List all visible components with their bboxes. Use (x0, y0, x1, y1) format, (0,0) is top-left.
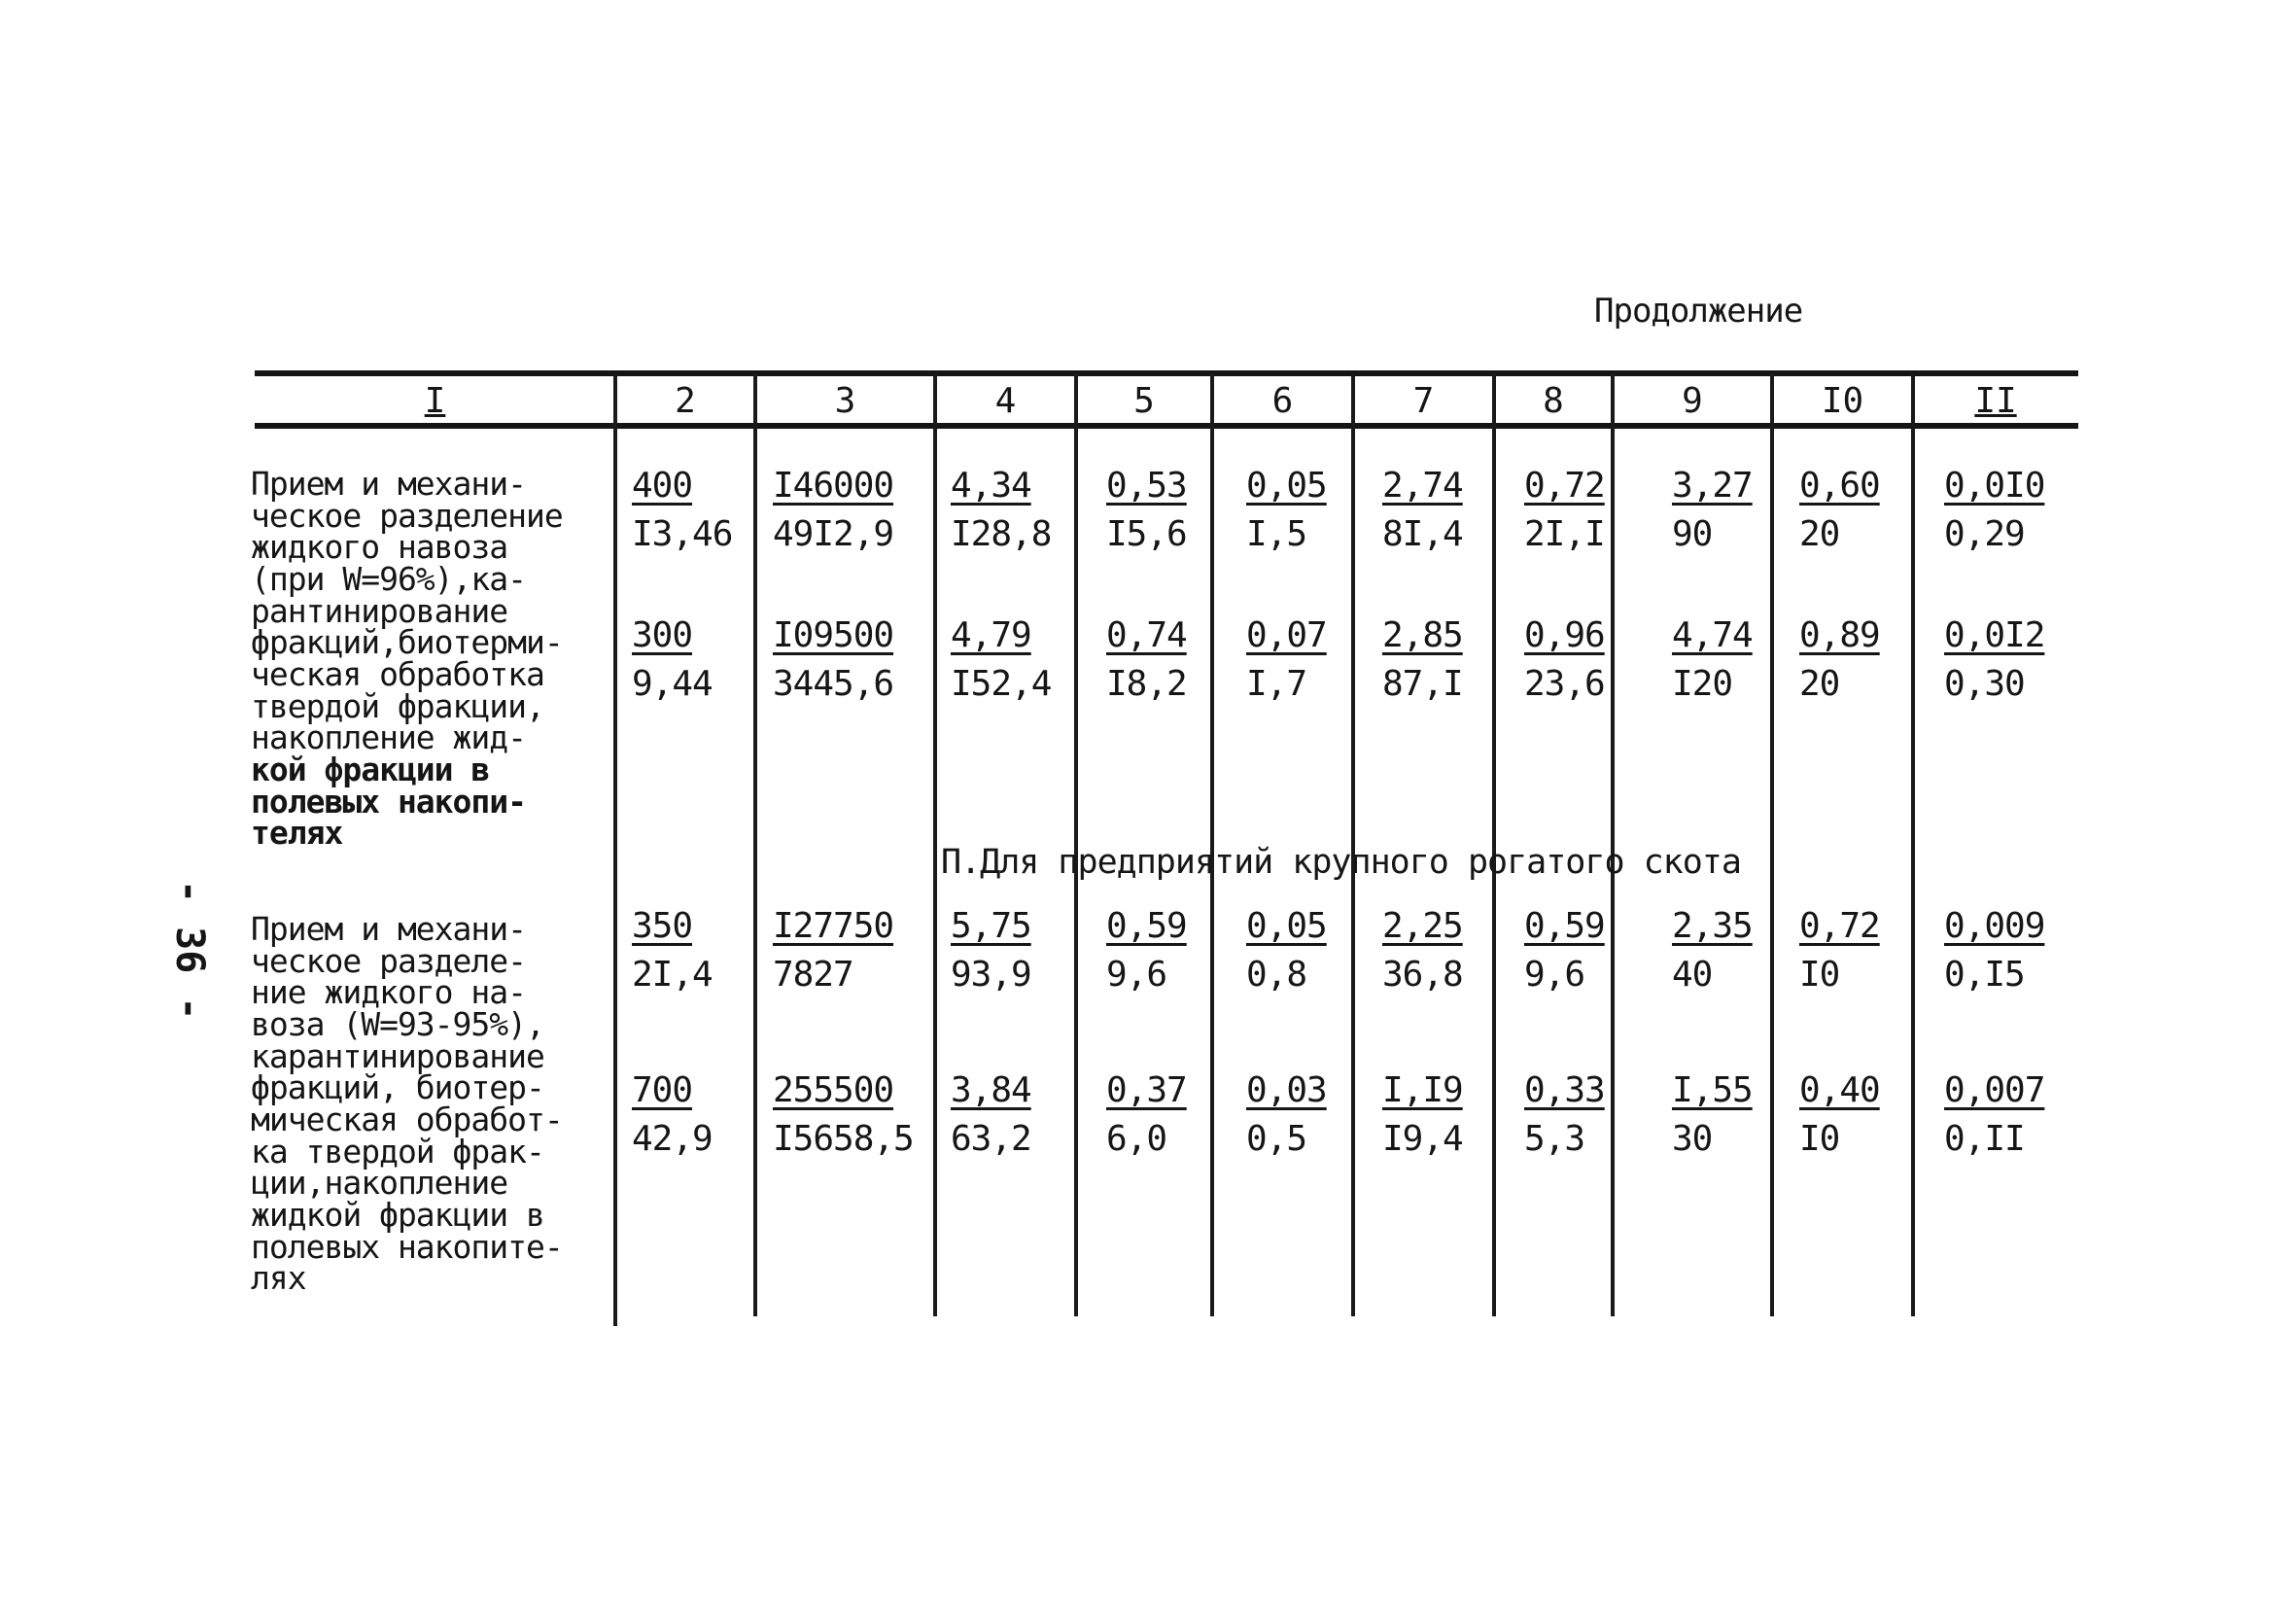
table-cell (951, 466, 1052, 554)
continuation-label: Продолжение (1594, 292, 1803, 331)
row-label-line: фракций, биотер- (251, 1068, 544, 1107)
cell-denominator: 20 (1799, 664, 1840, 704)
cell-denominator: 3445,6 (773, 664, 894, 704)
cell-denominator: I0 (1799, 955, 1840, 995)
table-cell (951, 906, 1031, 995)
table-cell (632, 1070, 713, 1159)
cell-denominator: 40 (1672, 955, 1713, 995)
column-rule (613, 373, 617, 1326)
table-cell (1799, 906, 1880, 995)
table-cell (773, 615, 894, 704)
table-cell (1672, 906, 1753, 995)
table-cell (632, 615, 713, 704)
cell-numerator: 700 (632, 1070, 693, 1110)
row-label-line: ческое разделение (251, 496, 563, 535)
column-header: 4 (994, 381, 1017, 421)
column-rule (1770, 373, 1774, 1316)
cell-numerator: 3,84 (951, 1070, 1031, 1110)
column-rule (753, 373, 757, 1316)
table-cell (1106, 1070, 1187, 1159)
column-header: 9 (1682, 381, 1703, 421)
cell-numerator: 0,74 (1106, 615, 1187, 655)
cell-denominator: 63,2 (951, 1119, 1031, 1159)
table-cell (632, 466, 733, 554)
row-label-line: Прием и механи- (251, 910, 527, 948)
cell-numerator: 4,34 (951, 466, 1031, 506)
cell-denominator: I52,4 (951, 664, 1052, 704)
cell-numerator: 2,25 (1382, 906, 1463, 946)
cell-numerator: 0,59 (1524, 906, 1605, 946)
row-label-line: жидкого навоза (251, 528, 508, 567)
cell-denominator: I9,4 (1382, 1119, 1463, 1159)
cell-denominator: 30 (1672, 1119, 1713, 1159)
cell-denominator: 0,II (1944, 1119, 2025, 1159)
table-cell (1524, 615, 1605, 704)
cell-denominator: 87,I (1382, 664, 1463, 704)
cell-numerator: 0,72 (1524, 466, 1605, 506)
cell-denominator: I,5 (1246, 514, 1307, 554)
row-label-line: ческое разделе- (251, 941, 527, 980)
cell-denominator: I5658,5 (773, 1119, 914, 1159)
column-header: I (424, 381, 446, 421)
table-cell (1524, 906, 1605, 995)
cell-denominator: 0,I5 (1944, 955, 2025, 995)
column-header: 7 (1412, 381, 1435, 421)
cell-denominator: 7827 (773, 955, 853, 995)
cell-numerator: 0,009 (1944, 906, 2045, 946)
cell-numerator: 0,05 (1246, 906, 1327, 946)
row-label-line: фракций,биотерми- (251, 623, 563, 662)
cell-denominator: I8,2 (1106, 664, 1187, 704)
row-label-line: ческая обработка (251, 654, 544, 693)
cell-denominator: 20 (1799, 514, 1840, 554)
cell-numerator: 0,96 (1524, 615, 1605, 655)
column-header: 6 (1271, 381, 1294, 421)
cell-numerator: 400 (632, 466, 693, 506)
row-label-line: мическая обработ- (251, 1100, 563, 1138)
cell-numerator: 0,59 (1106, 906, 1187, 946)
cell-denominator: 2I,4 (632, 955, 713, 995)
column-header: II (1974, 381, 2017, 421)
cell-denominator: 9,44 (632, 664, 713, 704)
cell-numerator: 0,72 (1799, 906, 1880, 946)
cell-numerator: 0,40 (1799, 1070, 1880, 1110)
cell-numerator: 0,0I0 (1944, 466, 2045, 506)
table-cell (1246, 1070, 1327, 1159)
table-cell (951, 615, 1052, 704)
row-label-line: жидкой фракции в (251, 1195, 544, 1234)
cell-denominator: 93,9 (951, 955, 1031, 995)
table-cell (1799, 466, 1880, 554)
cell-numerator: 0,07 (1246, 615, 1327, 655)
page-number: - 36 - (167, 880, 212, 1021)
cell-numerator: 300 (632, 615, 693, 655)
cell-numerator: 0,37 (1106, 1070, 1187, 1110)
cell-denominator: 9,6 (1524, 955, 1585, 995)
cell-numerator: 3,27 (1672, 466, 1753, 506)
column-header: 8 (1543, 381, 1564, 421)
table-cell (1106, 906, 1187, 995)
table-cell (1672, 466, 1753, 554)
table-cell (1799, 1070, 1880, 1159)
cell-numerator: I,I9 (1382, 1070, 1463, 1110)
cell-numerator: 350 (632, 906, 693, 946)
table-cell (1672, 1070, 1753, 1159)
cell-denominator: I28,8 (951, 514, 1052, 554)
row-label-line: Прием и механи- (251, 465, 527, 503)
cell-denominator: 9,6 (1106, 955, 1167, 995)
cell-denominator: 5,3 (1524, 1119, 1585, 1159)
cell-numerator: 0,89 (1799, 615, 1880, 655)
table-cell (1944, 466, 2045, 554)
cell-denominator: I5,6 (1106, 514, 1187, 554)
cell-denominator: 0,29 (1944, 514, 2025, 554)
row-label-block-1 (251, 465, 563, 853)
column-header: 3 (834, 381, 856, 421)
cell-numerator: I46000 (773, 466, 894, 506)
row-label-line: кой фракции в (251, 750, 490, 788)
column-header: I0 (1821, 381, 1864, 421)
table-cell (1944, 906, 2045, 995)
row-label-line: телях (251, 814, 343, 853)
row-label-line: ка твердой фрак- (251, 1132, 544, 1171)
row-label-line: ние жидкого на- (251, 973, 527, 1012)
row-label-line: полевых накопите- (251, 1227, 563, 1266)
table-cell (1799, 615, 1880, 704)
table-cell (1382, 1070, 1463, 1159)
cell-numerator: 0,03 (1246, 1070, 1327, 1110)
row-label-line: ции,накопление (251, 1164, 508, 1203)
cell-numerator: 0,0I2 (1944, 615, 2045, 655)
cell-denominator: I20 (1672, 664, 1733, 704)
section-title: П.Для предприятий крупного рогатого скота (941, 843, 1741, 882)
cell-numerator: 255500 (773, 1070, 894, 1110)
row-label-line: твердой фракции, (251, 686, 544, 725)
table-top-rule (255, 370, 2078, 376)
table-cell (1246, 466, 1327, 554)
table-cell (1672, 615, 1753, 704)
row-label-line: рантинирование (251, 591, 508, 630)
cell-denominator: 8I,4 (1382, 514, 1463, 554)
cell-numerator: 0,007 (1944, 1070, 2045, 1110)
cell-numerator: 0,53 (1106, 466, 1187, 506)
table-cell (1246, 615, 1327, 704)
column-header: 2 (675, 381, 696, 421)
cell-denominator: 6,0 (1106, 1119, 1167, 1159)
row-label-line: (при W=96%),ка- (251, 559, 527, 598)
table-cell (1382, 466, 1463, 554)
table-cell (773, 906, 894, 995)
table-cell (773, 1070, 914, 1159)
table-cell (951, 1070, 1031, 1159)
table-cell (1382, 615, 1463, 704)
row-label-line: накопление жид- (251, 718, 527, 757)
cell-denominator: 90 (1672, 514, 1713, 554)
cell-denominator: I3,46 (632, 514, 733, 554)
cell-denominator: 49I2,9 (773, 514, 894, 554)
table-cell (1106, 466, 1187, 554)
cell-numerator: 0,33 (1524, 1070, 1605, 1110)
table-cell (1524, 466, 1605, 554)
table-cell (773, 466, 894, 554)
table-cell (1246, 906, 1327, 995)
cell-numerator: 2,85 (1382, 615, 1463, 655)
cell-numerator: 0,05 (1246, 466, 1327, 506)
cell-numerator: 5,75 (951, 906, 1031, 946)
table-cell (632, 906, 713, 995)
cell-denominator: I,7 (1246, 664, 1307, 704)
cell-denominator: 36,8 (1382, 955, 1463, 995)
row-label-line: лях (251, 1259, 306, 1298)
table-cell (1106, 615, 1187, 704)
cell-denominator: 2I,I (1524, 514, 1605, 554)
row-label-line: карантинирование (251, 1036, 544, 1075)
column-rule (1911, 373, 1915, 1316)
cell-numerator: 2,35 (1672, 906, 1753, 946)
table-header-rule (255, 423, 2078, 429)
cell-numerator: 4,79 (951, 615, 1031, 655)
cell-numerator: I09500 (773, 615, 894, 655)
table-cell (1524, 1070, 1605, 1159)
cell-denominator: 23,6 (1524, 664, 1605, 704)
table-cell (1944, 1070, 2045, 1159)
table-cell (1382, 906, 1463, 995)
cell-numerator: 4,74 (1672, 615, 1753, 655)
cell-numerator: 2,74 (1382, 466, 1463, 506)
cell-numerator: 0,60 (1799, 466, 1880, 506)
cell-denominator: I0 (1799, 1119, 1840, 1159)
table-cell (1944, 615, 2045, 704)
cell-denominator: 0,8 (1246, 955, 1307, 995)
column-rule (933, 373, 937, 1316)
cell-numerator: I27750 (773, 906, 894, 946)
cell-numerator: I,55 (1672, 1070, 1753, 1110)
row-label-line: воза (W=93-95%), (251, 1004, 544, 1043)
column-header: 5 (1133, 381, 1155, 421)
cell-denominator: 0,30 (1944, 664, 2025, 704)
row-label-line: полевых накопи- (251, 782, 527, 821)
cell-denominator: 42,9 (632, 1119, 713, 1159)
row-label-block-2 (251, 910, 563, 1298)
cell-denominator: 0,5 (1246, 1119, 1307, 1159)
